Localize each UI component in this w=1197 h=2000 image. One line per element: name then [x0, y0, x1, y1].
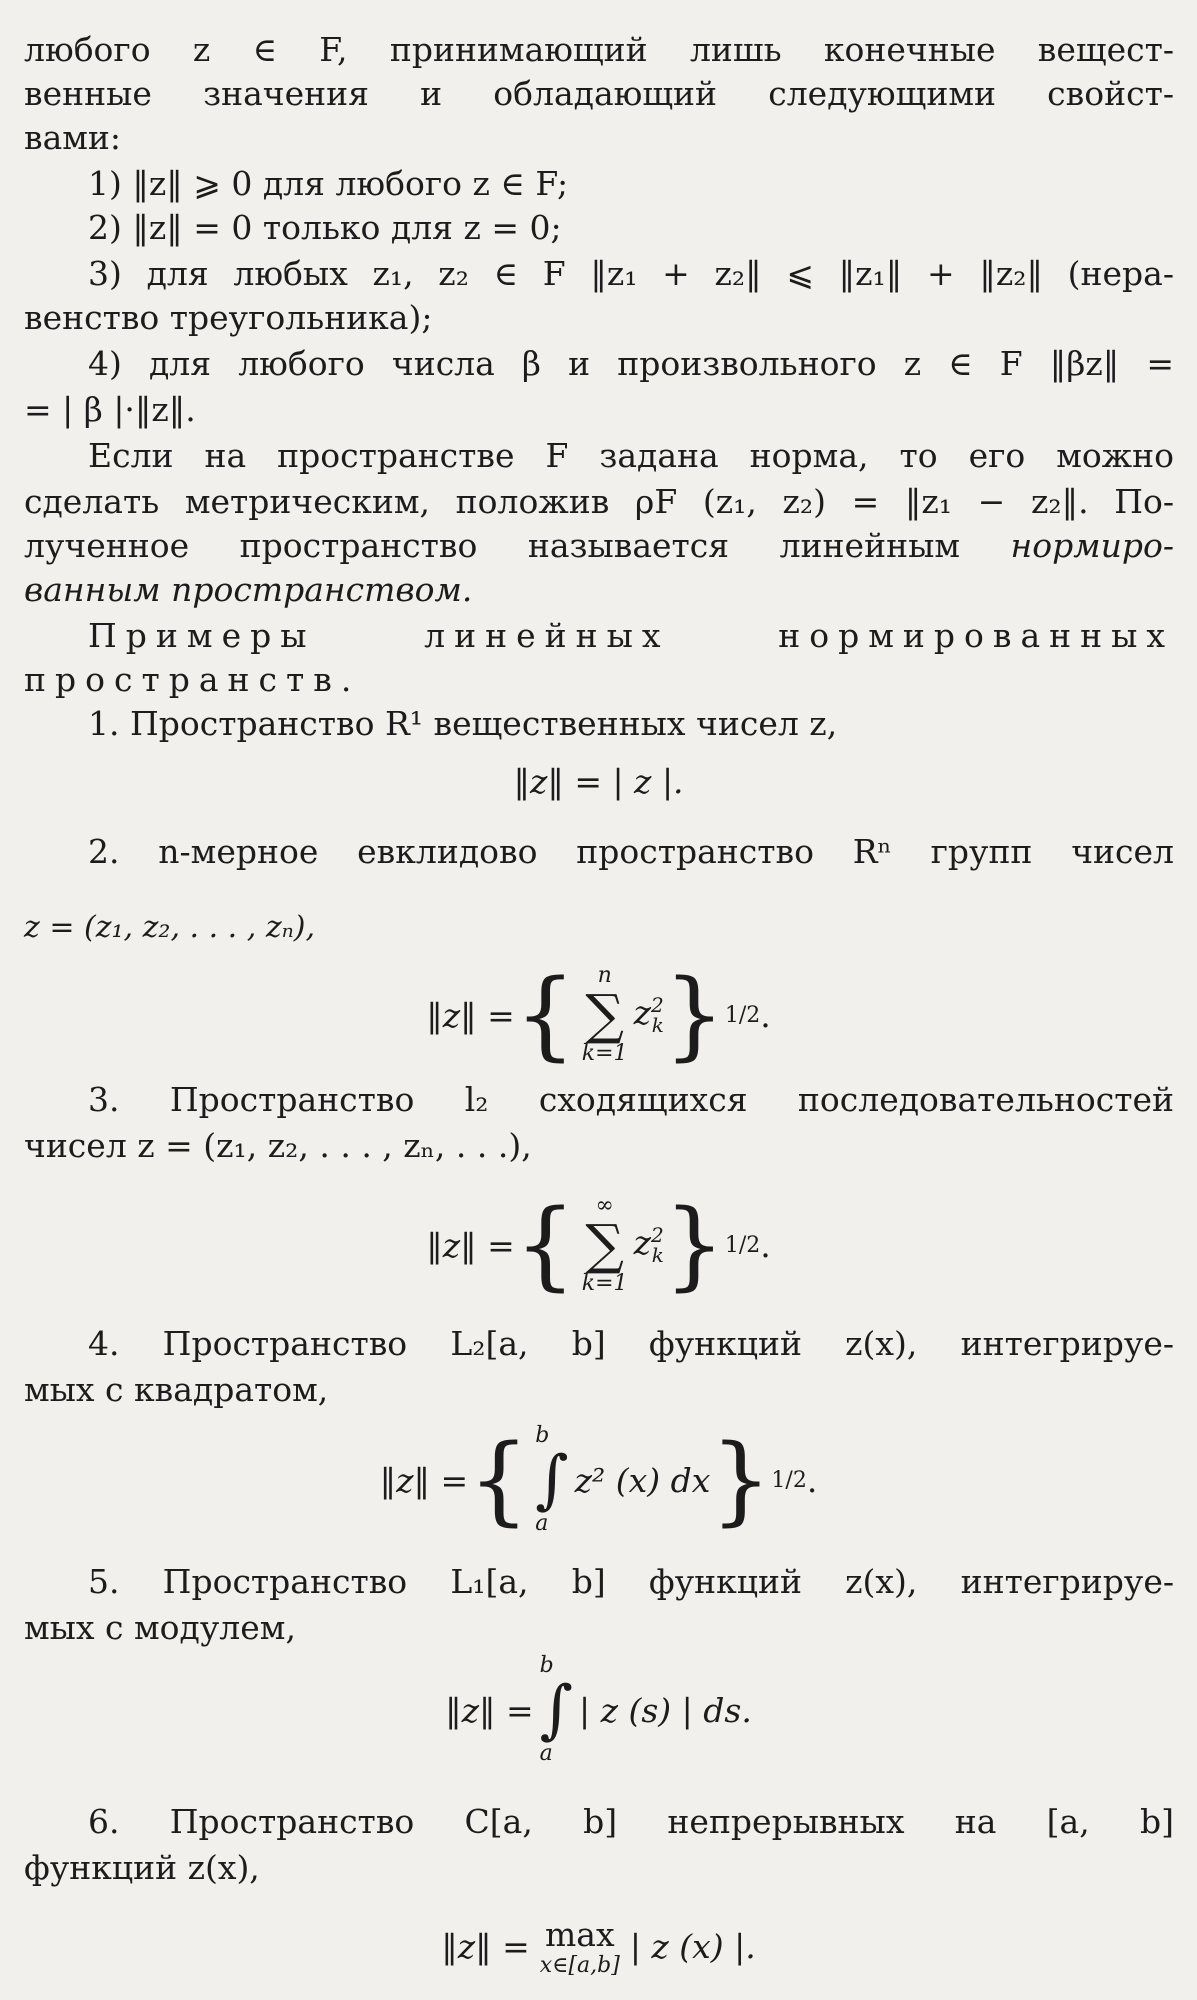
- exponent: 1/2: [724, 1232, 761, 1258]
- brace-open-icon: {: [468, 1424, 530, 1536]
- property-2: 2) ‖z‖ = 0 только для z = 0;: [88, 208, 562, 247]
- formula-2: ‖z‖ = { n ∑ k=1 $z^2_k$ } 1/2 .: [426, 959, 771, 1071]
- text-line: = | β |·‖z‖.: [24, 390, 196, 429]
- sum-lower-limit: k=1: [581, 1041, 628, 1066]
- integral-upper-limit: b: [535, 1423, 550, 1448]
- text-fragment: лученное пространство называется линейным: [24, 526, 1011, 565]
- paragraph-line: Если на пространстве F задана норма, то его можно: [88, 436, 1174, 475]
- term-italic: ванным пространством.: [24, 570, 473, 609]
- sigma-icon: ∑: [585, 1213, 624, 1276]
- text-line: вами:: [24, 118, 122, 157]
- formula-3: ‖z‖ = { ∞ ∑ k=1 $z^2_k$ } 1/2 .: [426, 1189, 771, 1301]
- property-4: 4) для любого числа β и произвольного z ∈ F ‖βz‖ =: [88, 344, 1174, 383]
- example-4: 4. Пространство L₂[a, b] функций z(x), интегрируе-: [88, 1324, 1174, 1363]
- text-line: функций z(x),: [24, 1848, 260, 1887]
- example-5: 5. Пространство L₁[a, b] функций z(x), интегрируе-: [88, 1562, 1174, 1601]
- section-heading: Примеры линейных нормированных: [88, 616, 1174, 655]
- formula-lhs: ‖z‖ =: [445, 1690, 534, 1730]
- formula-lhs: ‖z‖ =: [379, 1460, 469, 1500]
- integral-operator: [535, 1424, 568, 1536]
- formula-lhs: ‖z‖ =: [441, 1926, 530, 1966]
- brace-open-icon: {: [514, 1189, 576, 1301]
- term-italic: нормиро-: [1010, 526, 1174, 565]
- example-1: 1. Пространство R¹ вещественных чисел z,: [88, 704, 838, 743]
- sum-operator: [582, 964, 628, 1066]
- formula-lhs: ‖z‖ =: [426, 1225, 515, 1265]
- brace-open-icon: {: [514, 959, 576, 1071]
- sigma-icon: ∑: [585, 983, 624, 1046]
- integral-lower-limit: a: [539, 1741, 553, 1766]
- sum-lower-limit: k=1: [581, 1271, 628, 1296]
- formula-5: [0, 1650, 1197, 1770]
- text-line: z = (z₁, z₂, . . . , zₙ),: [24, 910, 316, 945]
- example-2: 2. n-мерное евклидово пространство Rⁿ групп чисел: [88, 832, 1174, 871]
- max-operator: [540, 1915, 620, 1978]
- max-subscript: x∈[a,b]: [539, 1952, 620, 1978]
- text-line: мых с квадратом,: [24, 1370, 329, 1409]
- paragraph-line: [24, 524, 1174, 568]
- max-label: max: [544, 1914, 615, 1954]
- example-6: 6. Пространство C[a, b] непрерывных на [a, b]: [88, 1802, 1174, 1841]
- integrand: | z (s) | ds.: [579, 1690, 752, 1730]
- formula-lhs: ‖z‖ =: [426, 995, 515, 1035]
- integral-upper-limit: b: [539, 1653, 554, 1678]
- exponent: 1/2: [724, 1002, 761, 1028]
- formula-6: [0, 1906, 1197, 1986]
- property-1: 1) ‖z‖ ⩾ 0 для любого z ∈ F;: [88, 164, 569, 203]
- section-heading: пространств.: [24, 660, 361, 699]
- integral-icon: ∫: [535, 1443, 569, 1517]
- brace-close-icon: }: [663, 959, 725, 1071]
- max-argument: | z (x) |.: [629, 1926, 756, 1966]
- sum-upper-limit: ∞: [595, 1193, 614, 1218]
- integral-operator: [540, 1654, 573, 1766]
- integrand: z² (x) dx: [574, 1460, 711, 1500]
- summand: $z^2_k$: [633, 993, 664, 1037]
- brace-close-icon: }: [710, 1424, 772, 1536]
- example-3: 3. Пространство l₂ сходящихся последовательностей: [88, 1080, 1174, 1119]
- formula-1: ‖z‖ = | z |.: [513, 761, 684, 801]
- integral-lower-limit: a: [535, 1511, 549, 1536]
- text-line: венство треугольника);: [24, 298, 433, 337]
- sum-operator: [582, 1194, 628, 1296]
- text-line: любого z ∈ F, принимающий лишь конечные вещест-: [24, 30, 1174, 69]
- property-3: 3) для любых z₁, z₂ ∈ F ‖z₁ + z₂‖ ⩽ ‖z₁‖ + ‖z₂‖ (нера-: [88, 254, 1174, 293]
- formula-4: ‖z‖ = { b ∫ a z² (x) dx } 1/2 .: [379, 1423, 818, 1536]
- summand: $z^2_k$: [633, 1223, 664, 1267]
- text-line: чисел z = (z₁, z₂, . . . , zₙ, . . .),: [24, 1126, 532, 1165]
- sum-upper-limit: n: [597, 963, 612, 988]
- integral-icon: ∫: [539, 1673, 574, 1747]
- exponent: 1/2: [771, 1467, 807, 1493]
- text-line: мых с модулем,: [24, 1608, 296, 1647]
- paragraph-line: сделать метрическим, положив ρF (z₁, z₂) = ‖z₁ − z₂‖. По-: [24, 482, 1174, 521]
- text-line: венные значения и обладающий следующими свойст-: [24, 74, 1174, 113]
- brace-close-icon: }: [663, 1189, 725, 1301]
